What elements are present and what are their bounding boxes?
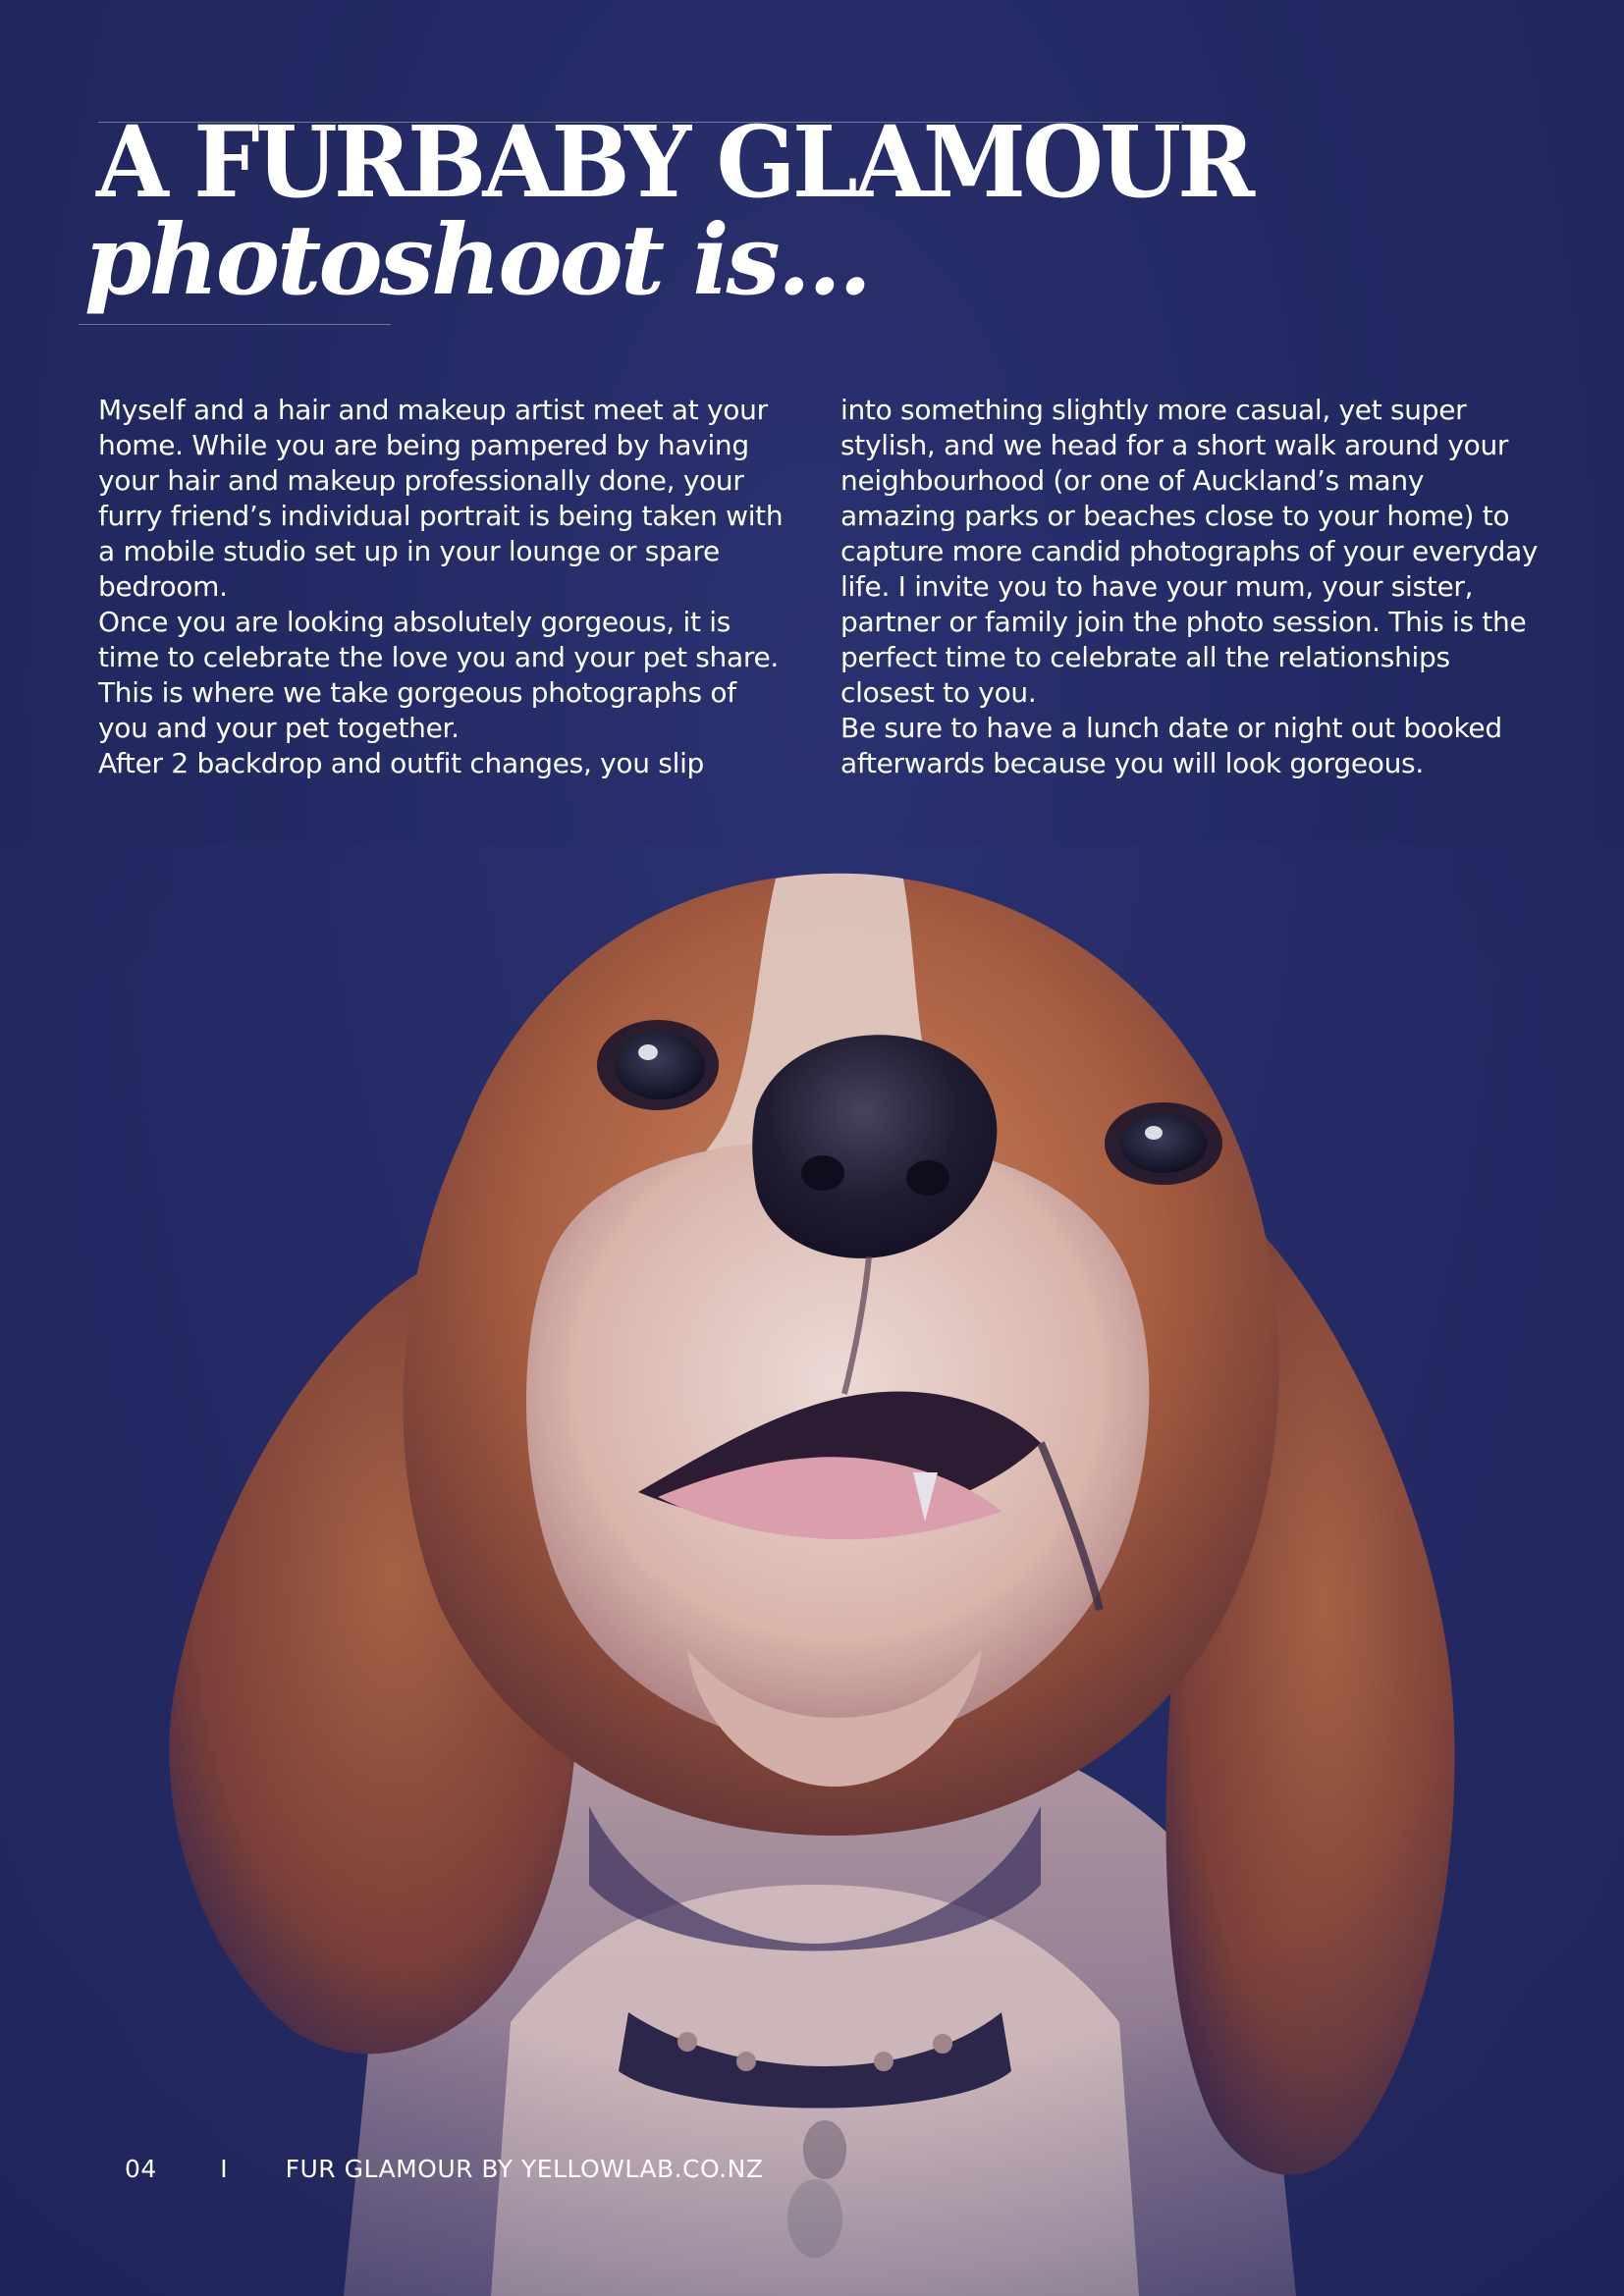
page-title: A FURBABY GLAMOUR bbox=[96, 104, 1252, 220]
body-column-right bbox=[840, 393, 1547, 781]
page-subtitle: photoshoot is... bbox=[84, 204, 870, 317]
body-paragraph: Once you are looking absolutely gorgeous, it is time to celebrate the love you and your pet share. This is where we take gorgeous photographs of you and your pet together. bbox=[98, 606, 779, 744]
body-column-left bbox=[98, 393, 785, 781]
body-paragraph: Be sure to have a lunch date or night out booked afterwards because you will look gorgeous. bbox=[840, 712, 1502, 779]
body-paragraph: After 2 backdrop and outfit changes, you slip bbox=[98, 747, 705, 779]
body-paragraph: into something slightly more casual, yet super stylish, and we head for a short walk around your neighbourhood (or one of Auckland’s many amazing parks or beaches close to your home) to capture more candid photographs of your everyday life. I invite you to have your mum, your sister, partner or family join the photo session. This is the perfect time to celebrate all the relationships closest to you. bbox=[840, 394, 1539, 709]
subtitle-rule bbox=[79, 324, 391, 325]
publication-name: FUR GLAMOUR BY YELLOWLAB.CO.NZ bbox=[285, 2155, 764, 2183]
page-number: 04 bbox=[125, 2155, 157, 2183]
footer-separator: I bbox=[220, 2155, 229, 2183]
body-paragraph: Myself and a hair and makeup artist meet at your home. While you are being pampered by having your hair and makeup professionally done, your furry friend’s individual portrait is being taken with a mobile studio set up in your lounge or spare bedroom. bbox=[98, 394, 784, 603]
page-footer bbox=[125, 2155, 763, 2183]
beagle-puppy-photo bbox=[0, 844, 1624, 2296]
